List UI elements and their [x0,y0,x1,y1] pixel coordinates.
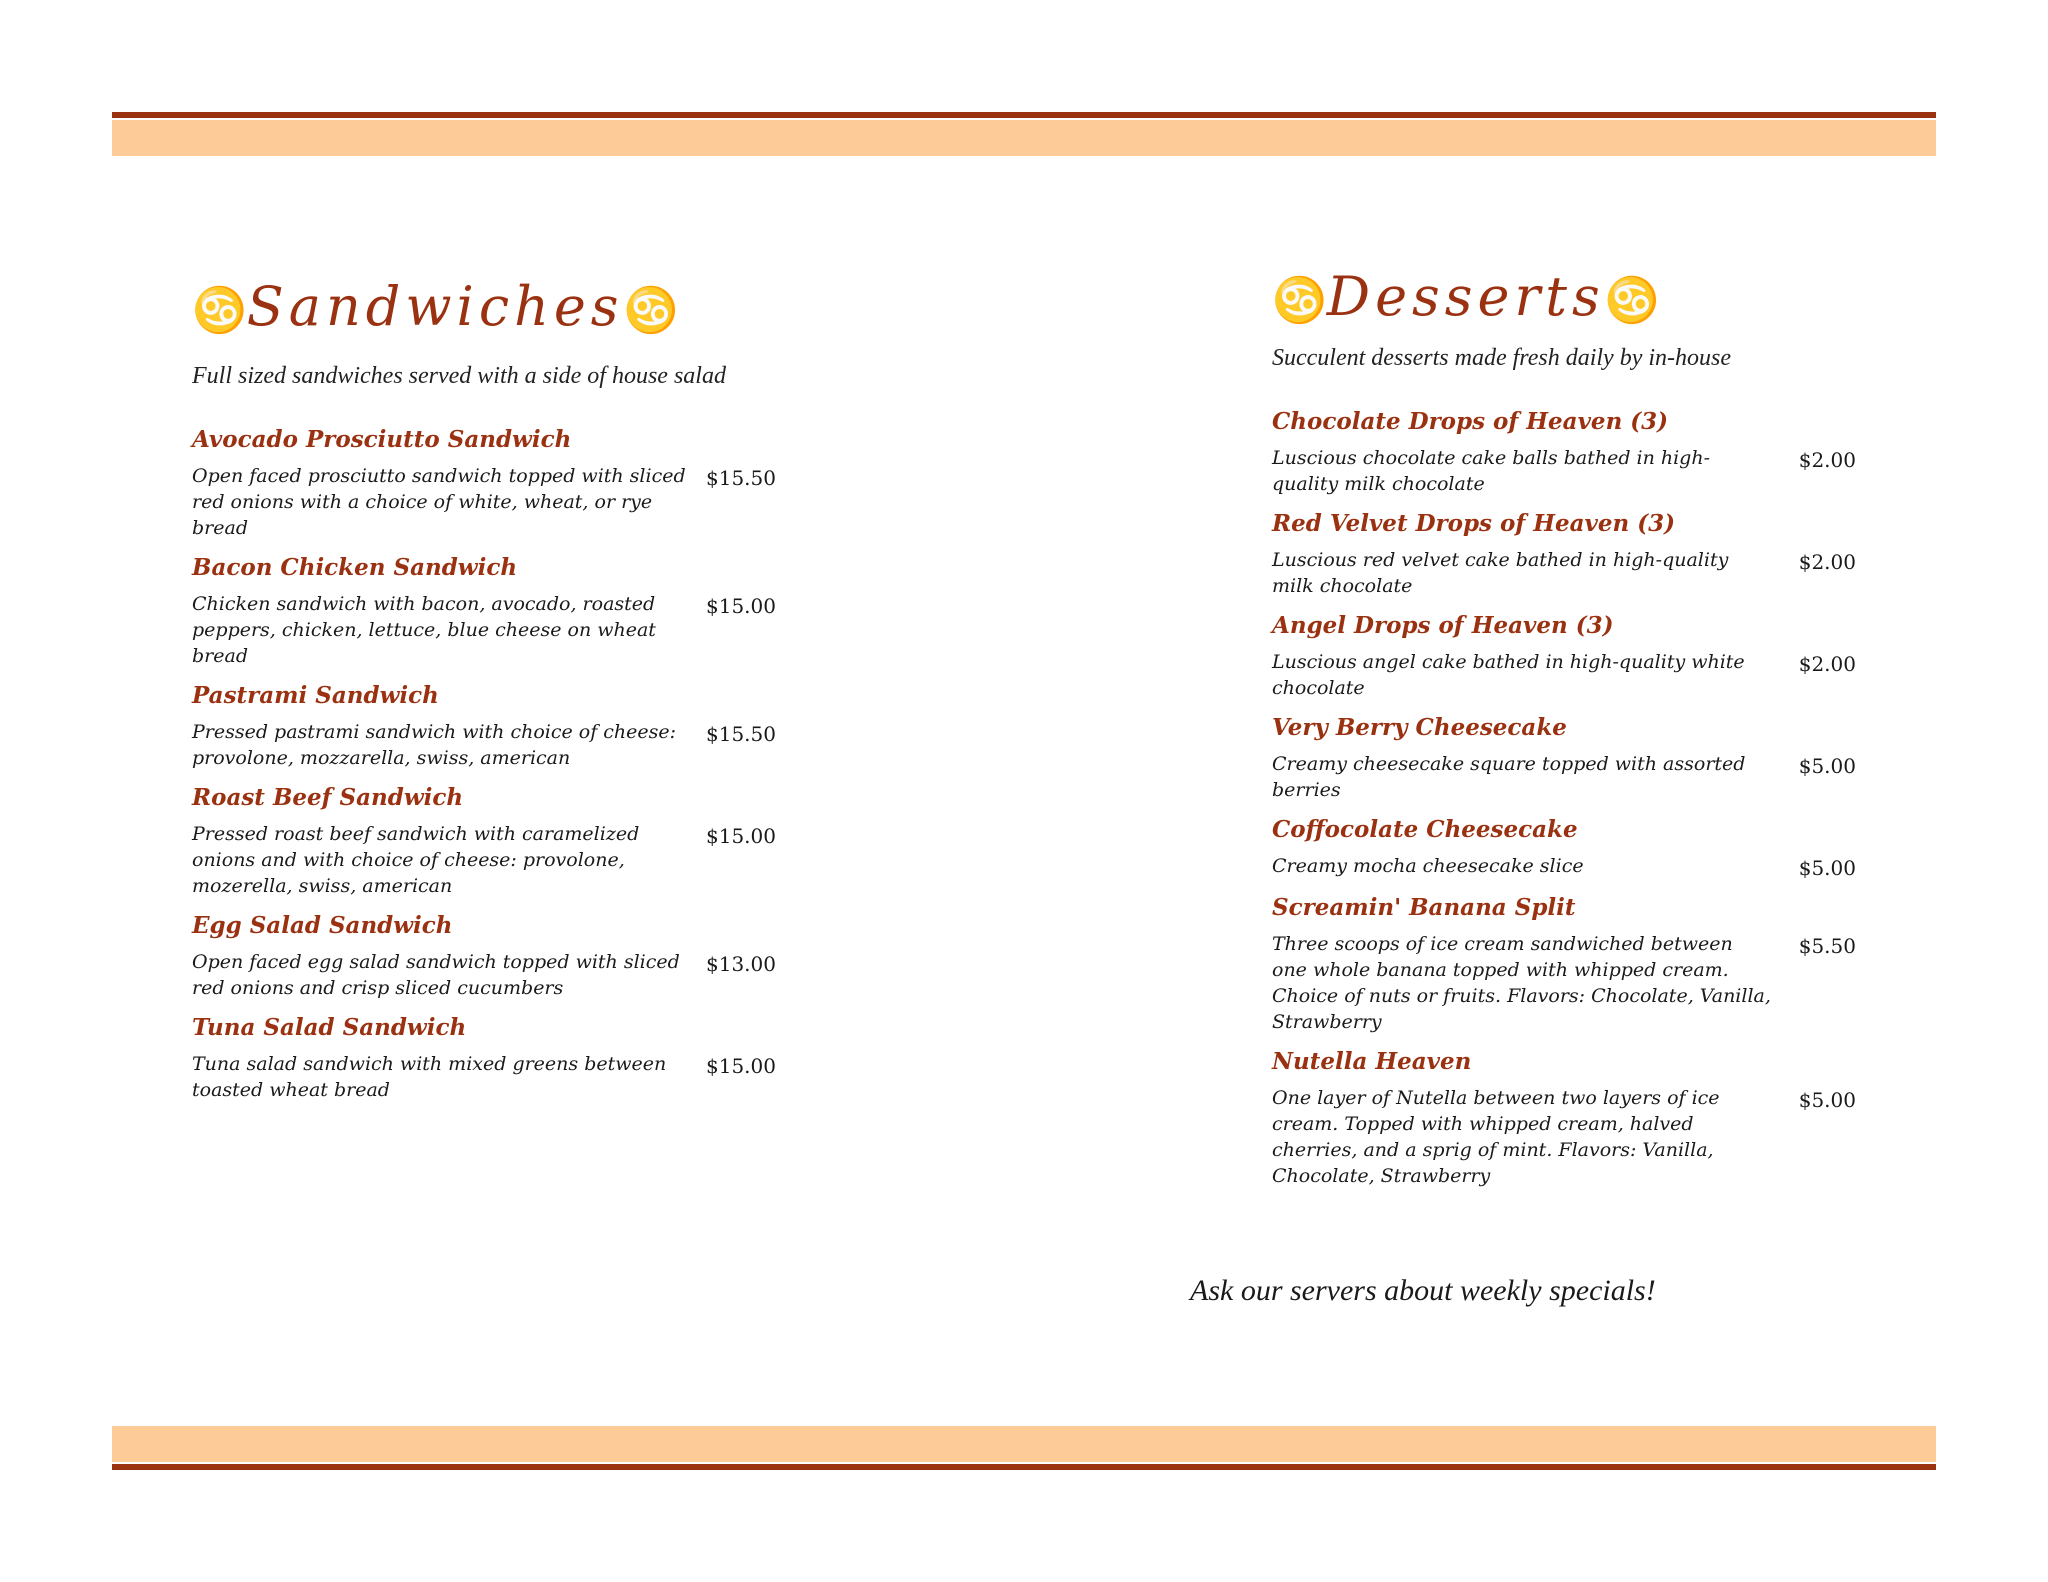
menu-item [1272,509,1872,599]
item-name: Roast Beef Sandwich [192,784,464,811]
item-name: Screamin' Banana Split [1272,894,1576,921]
item-description: One layer of Nutella between two layers of ice cream. Topped with whipped cream, halved cherries, and a sprig of mint. Flavors: Vanilla, Chocolate, Strawberry [1272,1087,1720,1187]
menu-item [1272,815,1872,881]
item-description: Luscious chocolate cake balls bathed in high-quality milk chocolate [1272,447,1711,495]
item-description: Creamy mocha cheesecake slice [1272,855,1584,877]
item-name: Angel Drops of Heaven (3) [1272,612,1614,639]
item-name: Tuna Salad Sandwich [192,1014,467,1041]
item-price: $2.00 [1798,448,1856,472]
menu-item [1272,407,1872,497]
sandwiches-subtitle: Full sized sandwiches served with a side of house salad [192,363,726,389]
item-description: Creamy cheesecake square topped with assorted berries [1272,753,1746,801]
specials-note: Ask our servers about weekly specials! [1190,1274,1656,1307]
item-price: $15.00 [706,1054,776,1078]
ornament-icon: ♋ [1272,275,1327,326]
item-description: Pressed roast beef sandwich with caramelized onions and with choice of cheese: provolone, mozerella, swiss, american [192,823,640,897]
menu-item [1272,611,1872,701]
item-name: Pastrami Sandwich [192,682,439,709]
item-name: Avocado Prosciutto Sandwich [192,426,572,453]
item-description: Chicken sandwich with bacon, avocado, roasted peppers, chicken, lettuce, blue cheese on wheat bread [192,593,656,667]
item-description: Luscious red velvet cake bathed in high-quality milk chocolate [1272,549,1729,597]
item-name: Bacon Chicken Sandwich [192,554,518,581]
desserts-subtitle: Succulent desserts made fresh daily by in-house [1272,345,1732,371]
item-price: $5.00 [1798,856,1856,880]
item-description: Three scoops of ice cream sandwiched between one whole banana topped with whipped cream. Choice of nuts or fruits. Flavors: Chocolate, Vanilla, Strawberry [1272,933,1771,1033]
ornament-icon: ♋ [192,285,247,336]
ornament-icon: ♋ [623,285,679,336]
item-price: $15.00 [706,824,776,848]
sandwiches-list [192,425,792,1103]
item-description: Tuna salad sandwich with mixed greens between toasted wheat bread [192,1053,667,1101]
menu-item [192,911,792,1001]
item-name: Red Velvet Drops of Heaven (3) [1272,510,1676,537]
menu-item [192,425,792,541]
desserts-section [1272,265,1872,1201]
item-price: $5.50 [1798,934,1856,958]
item-price: $15.50 [706,722,776,746]
sandwiches-section [192,275,792,1115]
item-price: $5.00 [1798,1088,1856,1112]
menu-item [1272,893,1872,1035]
item-name: Egg Salad Sandwich [192,912,453,939]
sandwiches-title: ♋Sandwiches♋ [192,275,679,338]
menu-item [192,681,792,771]
desserts-list [1272,407,1872,1189]
top-band [112,120,1936,156]
item-price: $15.00 [706,594,776,618]
item-price: $2.00 [1798,550,1856,574]
item-name: Very Berry Cheesecake [1272,714,1567,741]
item-name: Coffocolate Cheesecake [1272,816,1578,843]
bottom-band [112,1426,1936,1462]
item-price: $15.50 [706,466,776,490]
top-rule [112,112,1936,118]
item-description: Pressed pastrami sandwich with choice of cheese: provolone, mozzarella, swiss, american [192,721,677,769]
item-description: Open faced prosciutto sandwich topped with sliced red onions with a choice of white, wheat, or rye bread [192,465,686,539]
item-price: $2.00 [1798,652,1856,676]
menu-item [1272,713,1872,803]
item-description: Open faced egg salad sandwich topped with sliced red onions and crisp sliced cucumbers [192,951,680,999]
menu-item [192,783,792,899]
item-description: Luscious angel cake bathed in high-quality white chocolate [1272,651,1745,699]
bottom-rule [112,1464,1936,1470]
desserts-title: ♋Desserts♋ [1272,265,1660,328]
menu-item [192,553,792,669]
menu-item [192,1013,792,1103]
item-price: $13.00 [706,952,776,976]
item-price: $5.00 [1798,754,1856,778]
item-name: Nutella Heaven [1272,1048,1472,1075]
ornament-icon: ♋ [1604,275,1660,326]
menu-item [1272,1047,1872,1189]
item-name: Chocolate Drops of Heaven (3) [1272,408,1669,435]
